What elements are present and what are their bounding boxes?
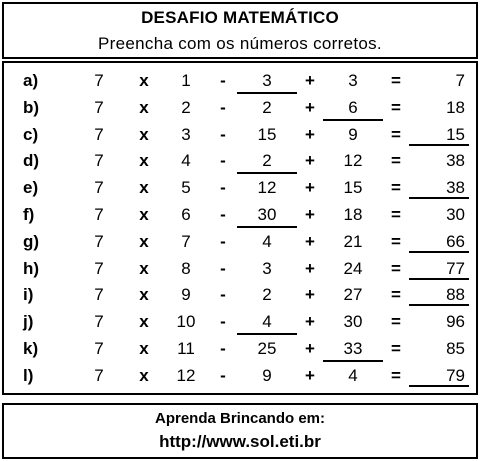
equals-sign: = — [391, 205, 401, 224]
base-number: 7 — [94, 97, 104, 117]
exercise-row — [4, 256, 480, 282]
equals-sign: = — [391, 312, 401, 332]
equals-sign: = — [391, 124, 401, 144]
subtrahend: 3 — [262, 258, 272, 278]
times-sign: x — [139, 339, 149, 358]
times-sign: x — [139, 231, 149, 251]
result: 18 — [446, 97, 465, 117]
plus-sign: + — [305, 97, 315, 117]
exercise-row — [4, 309, 480, 335]
plus-sign: + — [305, 285, 315, 305]
plus-sign: + — [305, 339, 315, 358]
times-sign: x — [139, 151, 149, 171]
result-answer-field[interactable]: 77 — [409, 258, 469, 280]
addend: 21 — [343, 231, 363, 251]
times-sign: x — [139, 365, 149, 385]
result: 30 — [446, 205, 465, 224]
row-label: j) — [23, 312, 34, 332]
equals-sign: = — [391, 178, 401, 198]
base-number: 7 — [94, 71, 104, 90]
row-label: f) — [23, 205, 35, 224]
base-number: 7 — [94, 312, 104, 332]
row-label: a) — [23, 71, 39, 90]
multiplier: 11 — [177, 339, 195, 358]
times-sign: x — [139, 178, 149, 198]
plus-sign: + — [305, 231, 315, 251]
minus-sign: - — [220, 365, 226, 385]
times-sign: x — [139, 71, 149, 90]
subtrahend-answer-field[interactable]: 30 — [237, 204, 297, 228]
plus-sign: + — [305, 365, 315, 385]
times-sign: x — [139, 285, 149, 305]
row-label: g) — [23, 231, 40, 251]
addend: 4 — [348, 365, 358, 385]
exercise-row — [4, 336, 480, 362]
result: 96 — [446, 312, 465, 332]
subtrahend: 25 — [257, 339, 277, 358]
subtrahend: 2 — [262, 97, 272, 117]
result: 38 — [446, 151, 465, 171]
exercise-row — [4, 363, 480, 389]
result-answer-field[interactable]: 88 — [409, 284, 469, 306]
multiplier: 2 — [181, 97, 191, 117]
multiplier: 12 — [176, 365, 196, 385]
exercise-row — [4, 68, 480, 94]
times-sign: x — [139, 97, 149, 117]
minus-sign: - — [220, 97, 226, 117]
row-label: d) — [23, 151, 40, 171]
exercise-row — [4, 95, 480, 121]
row-label: k) — [23, 339, 39, 358]
subtrahend: 4 — [262, 231, 272, 251]
result-answer-field[interactable]: 79 — [409, 365, 469, 387]
multiplier: 8 — [181, 258, 191, 278]
addend: 18 — [343, 205, 363, 224]
multiplier: 5 — [181, 178, 191, 198]
result-answer-field[interactable]: 66 — [409, 231, 469, 253]
base-number: 7 — [94, 339, 104, 358]
equals-sign: = — [391, 365, 401, 385]
exercise-row — [4, 229, 480, 255]
plus-sign: + — [305, 312, 315, 332]
equals-sign: = — [391, 258, 401, 278]
equals-sign: = — [391, 231, 401, 251]
equals-sign: = — [391, 339, 401, 358]
minus-sign: - — [220, 339, 226, 358]
addend: 15 — [343, 178, 363, 198]
base-number: 7 — [94, 231, 104, 251]
row-label: i) — [23, 285, 34, 305]
addend: 9 — [348, 124, 358, 144]
exercise-row — [4, 202, 480, 228]
header-box — [2, 2, 478, 59]
multiplier: 4 — [181, 151, 191, 171]
addend: 24 — [343, 258, 363, 278]
minus-sign: - — [220, 71, 226, 90]
base-number: 7 — [94, 178, 104, 198]
addend-answer-field[interactable]: 33 — [323, 338, 383, 362]
exercise-box — [2, 61, 478, 395]
plus-sign: + — [305, 124, 315, 144]
subtrahend-answer-field[interactable]: 3 — [237, 70, 297, 94]
minus-sign: - — [220, 124, 226, 144]
addend-answer-field[interactable]: 6 — [323, 97, 383, 121]
page-title: DESAFIO MATEMÁTICO — [141, 8, 339, 27]
subtrahend: 12 — [257, 178, 277, 198]
row-label: l) — [23, 365, 34, 385]
addend: 12 — [343, 151, 363, 171]
row-label: h) — [23, 258, 40, 278]
times-sign: x — [139, 258, 149, 278]
equals-sign: = — [391, 151, 401, 171]
subtrahend-answer-field[interactable]: 2 — [237, 150, 297, 174]
minus-sign: - — [220, 205, 226, 224]
subtrahend: 9 — [262, 365, 272, 385]
exercise-row — [4, 148, 480, 174]
multiplier: 6 — [181, 205, 191, 224]
row-label: c) — [23, 124, 39, 144]
base-number: 7 — [94, 365, 104, 385]
minus-sign: - — [220, 178, 226, 198]
plus-sign: + — [305, 205, 315, 224]
multiplier: 10 — [176, 312, 196, 332]
minus-sign: - — [220, 258, 226, 278]
addend: 27 — [343, 285, 363, 305]
row-label: b) — [23, 97, 40, 117]
equals-sign: = — [391, 285, 401, 305]
base-number: 7 — [94, 124, 104, 144]
plus-sign: + — [305, 178, 315, 198]
minus-sign: - — [220, 151, 226, 171]
multiplier: 1 — [181, 71, 191, 90]
minus-sign: - — [220, 231, 226, 251]
result: 85 — [446, 339, 465, 358]
result-answer-field[interactable]: 15 — [409, 124, 469, 146]
base-number: 7 — [94, 285, 104, 305]
minus-sign: - — [220, 285, 226, 305]
times-sign: x — [139, 312, 149, 332]
times-sign: x — [139, 124, 149, 144]
subtrahend: 15 — [257, 124, 277, 144]
multiplier: 3 — [181, 124, 191, 144]
plus-sign: + — [305, 151, 315, 171]
result-answer-field[interactable]: 38 — [409, 177, 469, 199]
times-sign: x — [139, 205, 149, 224]
subtrahend-answer-field[interactable]: 4 — [237, 311, 297, 335]
exercise-row — [4, 122, 480, 148]
subtrahend: 2 — [262, 285, 272, 305]
base-number: 7 — [94, 151, 104, 171]
plus-sign: + — [305, 258, 315, 278]
instructions: Preencha com os números corretos. — [98, 34, 382, 53]
result: 7 — [455, 71, 465, 90]
footer-url: http://www.sol.eti.br — [159, 432, 321, 451]
multiplier: 9 — [181, 285, 191, 305]
minus-sign: - — [220, 312, 226, 332]
exercise-row — [4, 175, 480, 201]
equals-sign: = — [391, 71, 401, 90]
equals-sign: = — [391, 97, 401, 117]
addend: 30 — [343, 312, 363, 332]
base-number: 7 — [94, 205, 104, 224]
row-label: e) — [23, 178, 39, 198]
exercise-row — [4, 282, 480, 308]
plus-sign: + — [305, 71, 315, 90]
addend: 3 — [348, 71, 358, 90]
footer-box — [2, 403, 478, 459]
base-number: 7 — [94, 258, 104, 278]
footer-tagline: Aprenda Brincando em: — [154, 410, 326, 427]
multiplier: 7 — [181, 231, 191, 251]
